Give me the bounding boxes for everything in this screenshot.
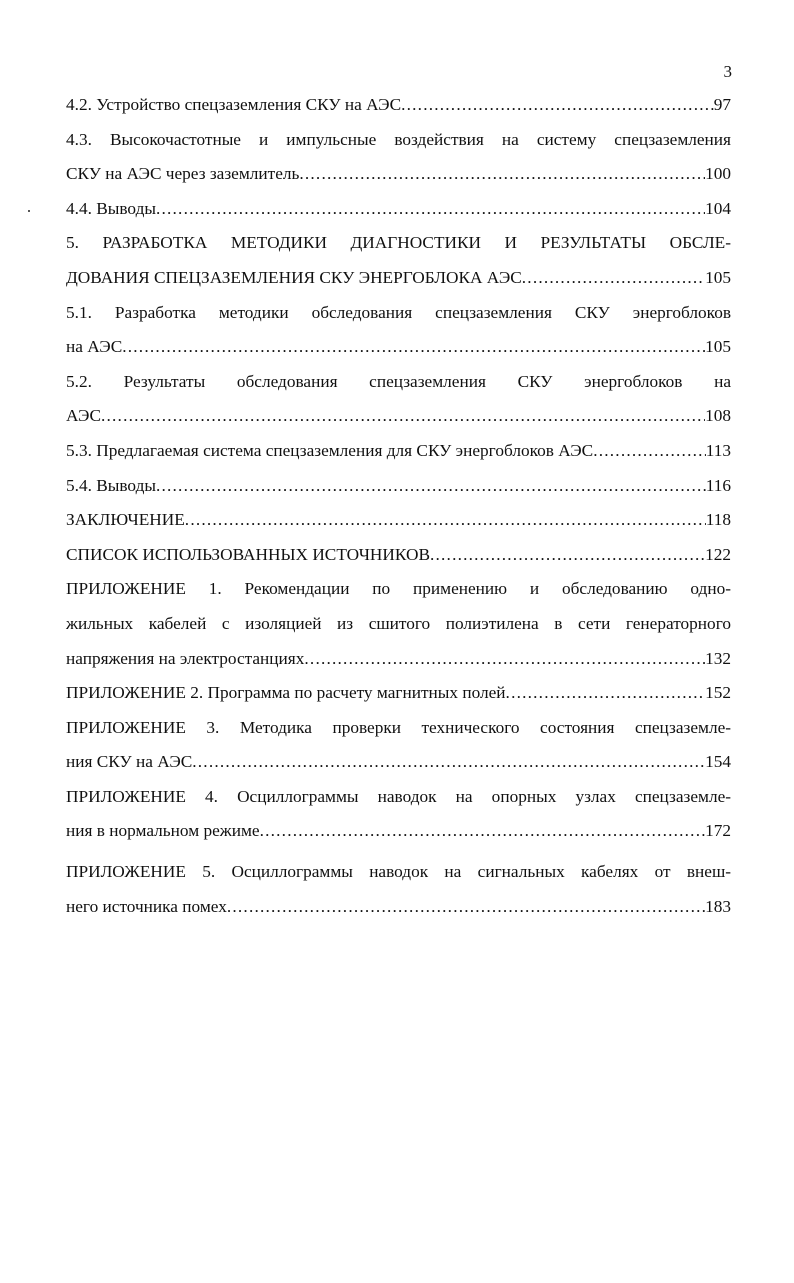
toc-entry-title-line: напряжения на электростанциях xyxy=(66,648,305,668)
toc-entry-page: 183 xyxy=(705,896,731,916)
dot-leader xyxy=(101,399,705,434)
toc-entry-5-1[interactable] xyxy=(66,296,731,365)
page-number: 3 xyxy=(723,62,732,81)
toc-entry-title-line: 5. РАЗРАБОТКА МЕТОДИКИ ДИАГНОСТИКИ И РЕЗУЛЬТАТЫ ОБСЛЕ- xyxy=(66,233,731,253)
toc-entry-title: 4.4. Выводы xyxy=(66,198,156,218)
toc-entry-page: 172 xyxy=(705,821,731,841)
toc-entry-4-3[interactable] xyxy=(66,123,731,192)
toc-entry-page: 97 xyxy=(713,95,731,114)
toc-entry-title: ЗАКЛЮЧЕНИЕ xyxy=(66,510,185,530)
toc-entry-title-line: 5.2. Результаты обследования спецзаземления СКУ энергоблоков на xyxy=(66,371,731,391)
toc-entry-appendix-1[interactable] xyxy=(66,572,731,676)
toc-entry-5-3[interactable] xyxy=(66,434,731,469)
dot-leader xyxy=(430,538,705,573)
dot-leader xyxy=(522,261,705,296)
toc-entry-page: 152 xyxy=(705,683,731,703)
toc-entry-page: 105 xyxy=(705,267,731,287)
toc-entry-title-line: жильных кабелей с изоляцией из сшитого полиэтилена в сети генераторного xyxy=(66,613,731,633)
dot-leader xyxy=(401,88,714,123)
toc-entry-4-4[interactable] xyxy=(66,192,731,227)
toc-entry-appendix-5[interactable] xyxy=(66,855,731,924)
toc-entry-conclusion[interactable] xyxy=(66,503,731,538)
toc-entry-title-line: АЭС xyxy=(66,406,101,426)
toc-entry-title-line: ПРИЛОЖЕНИЕ 1. Рекомендации по применению и обследованию одно- xyxy=(66,579,731,599)
toc-entry-title: 5.3. Предлагаемая система спецзаземления для СКУ энергоблоков АЭС xyxy=(66,440,594,460)
toc-entry-page: 118 xyxy=(705,510,731,530)
toc-entry-title-line: ния в нормальном режиме xyxy=(66,821,260,841)
toc-entry-page: 116 xyxy=(705,475,731,495)
dot-leader xyxy=(260,814,705,849)
toc-entry-title-line: ДОВАНИЯ СПЕЦЗАЗЕМЛЕНИЯ СКУ ЭНЕРГОБЛОКА АЭС xyxy=(66,267,522,287)
toc-entry-title-line: ПРИЛОЖЕНИЕ 5. Осциллограммы наводок на сигнальных кабелях от внеш- xyxy=(66,862,731,882)
toc-entry-appendix-4[interactable] xyxy=(66,780,731,849)
toc-entry-title: ПРИЛОЖЕНИЕ 2. Программа по расчету магнитных полей xyxy=(66,683,506,703)
dot-leader xyxy=(593,434,706,469)
toc-entry-page: 154 xyxy=(705,752,731,772)
toc-entry-title-line: ния СКУ на АЭС xyxy=(66,752,193,772)
toc-entry-title-line: ПРИЛОЖЕНИЕ 4. Осциллограммы наводок на опорных узлах спецзаземле- xyxy=(66,786,731,806)
toc-entry-5-2[interactable] xyxy=(66,365,731,434)
toc-entry-title-line: него источника помех xyxy=(66,896,227,916)
dot-leader xyxy=(156,469,706,504)
toc-entry-5[interactable] xyxy=(66,226,731,295)
dot-leader xyxy=(506,676,706,711)
toc-entry-page: 132 xyxy=(705,648,731,668)
dot-leader xyxy=(122,330,705,365)
toc-entry-title: 4.2. Устройство спецзаземления СКУ на АЭС xyxy=(66,95,402,114)
toc-entry-4-2[interactable] xyxy=(66,88,731,123)
toc-entry-appendix-3[interactable] xyxy=(66,711,731,780)
toc-entry-page: 100 xyxy=(705,164,731,184)
scan-speck xyxy=(28,210,30,212)
toc-entry-title-line: СКУ на АЭС через заземлитель xyxy=(66,164,300,184)
toc-entry-page: 113 xyxy=(705,440,731,460)
toc-entry-title-line: на АЭС xyxy=(66,337,123,357)
toc-entry-title-line: 5.1. Разработка методики обследования спецзаземления СКУ энергоблоков xyxy=(66,302,731,322)
dot-leader xyxy=(192,745,705,780)
toc-entry-title-line: ПРИЛОЖЕНИЕ 3. Методика проверки технического состояния спецзаземле- xyxy=(66,717,731,737)
toc-entry-page: 122 xyxy=(705,544,731,564)
toc-entry-page: 104 xyxy=(705,198,731,218)
toc-entry-title-line: 4.3. Высокочастотные и импульсные воздействия на систему спецзаземления xyxy=(66,129,731,149)
dot-leader xyxy=(185,503,706,538)
toc-entry-title: СПИСОК ИСПОЛЬЗОВАННЫХ ИСТОЧНИКОВ xyxy=(66,544,430,564)
toc-entry-title: 5.4. Выводы xyxy=(66,475,156,495)
dot-leader xyxy=(227,890,705,925)
dot-leader xyxy=(156,192,705,227)
toc-entry-page: 105 xyxy=(705,337,731,357)
dot-leader xyxy=(304,642,705,677)
toc-entry-page: 108 xyxy=(705,406,731,426)
toc-entry-appendix-2[interactable] xyxy=(66,676,731,711)
dot-leader xyxy=(299,157,705,192)
table-of-contents xyxy=(66,88,731,924)
toc-entry-references[interactable] xyxy=(66,538,731,573)
toc-entry-5-4[interactable] xyxy=(66,469,731,504)
